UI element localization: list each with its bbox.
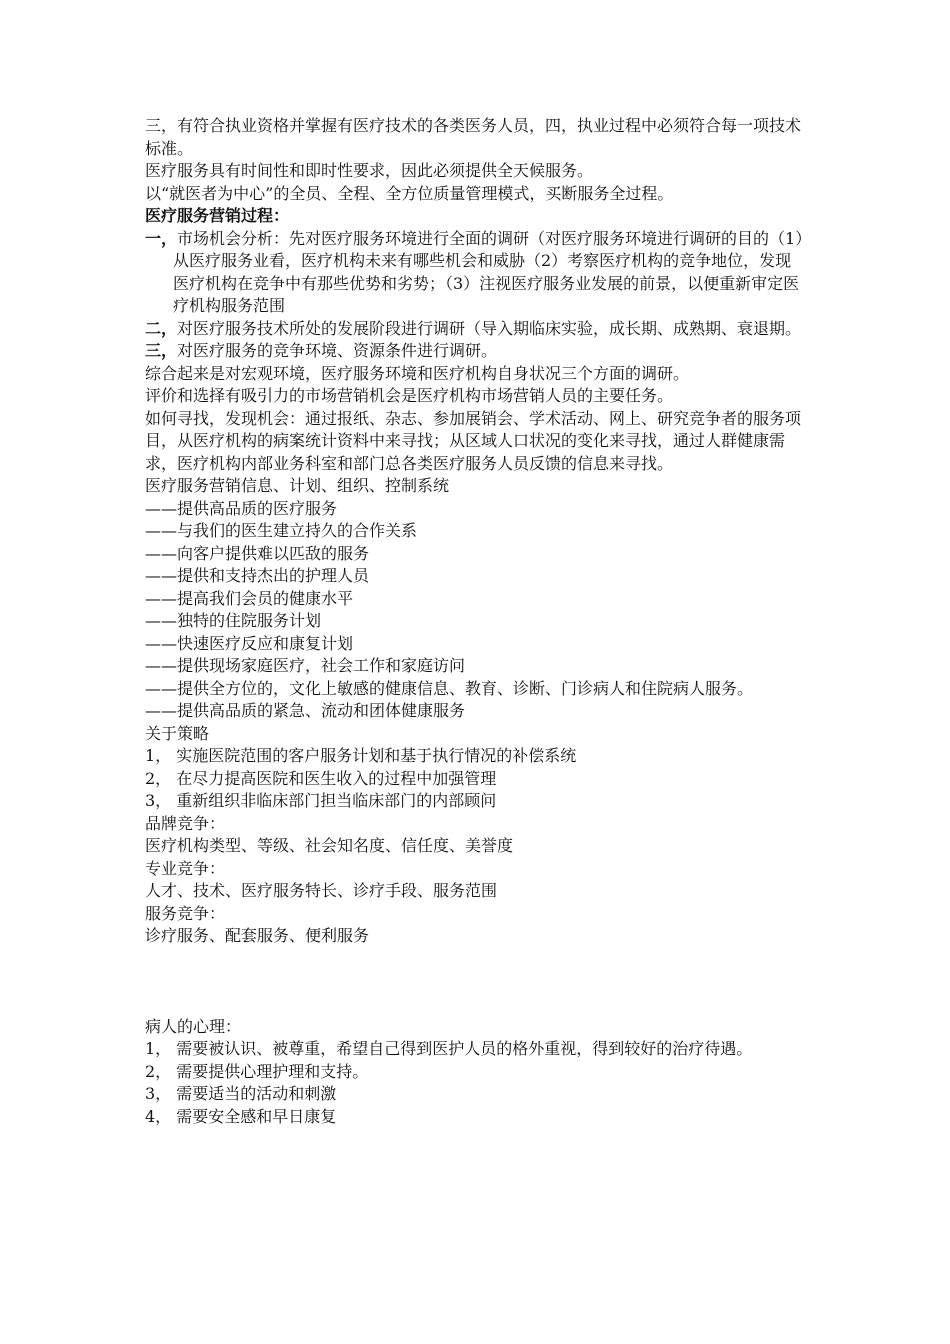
intro-paragraph: 医疗服务具有时间性和即时性要求，因此必须提供全天候服务。: [145, 161, 594, 180]
process-item-number: 二，: [145, 318, 178, 338]
dash-item: ——提供现场家庭医疗，社会工作和家庭访问: [145, 656, 466, 675]
strategy-item-text: 重新组织非临床部门担当临床部门的内部顾问: [176, 791, 497, 810]
psych-item-text: 需要被认识、被尊重，希望自己得到医护人员的格外重视，得到较好的治疗待遇。: [176, 1039, 753, 1058]
strategy-heading: 关于策略: [145, 723, 210, 743]
psych-item-text: 需要适当的活动和刺激: [176, 1084, 337, 1103]
strategy-item: [145, 745, 805, 768]
process-heading: 医疗服务营销过程：: [145, 206, 290, 225]
process-item-text: 对医疗服务的竞争环境、资源条件进行调研。: [177, 341, 498, 360]
process-item: [145, 228, 805, 318]
summary-paragraph: 医疗服务营销信息、计划、组织、控制系统: [145, 476, 450, 495]
strategy-item: [145, 768, 805, 791]
competition-text: 人才、技术、医疗服务特长、诊疗手段、服务范围: [145, 881, 498, 900]
psych-item-number: 4，: [145, 1106, 172, 1126]
dash-item: ——快速医疗反应和康复计划: [145, 633, 354, 653]
strategy-item: [145, 790, 805, 813]
competition-label: 服务竞争：: [145, 903, 226, 923]
dash-item: ——提供高品质的紧急、流动和团体健康服务: [145, 701, 466, 720]
dash-item: ——提高我们会员的健康水平: [145, 588, 354, 608]
psych-item-number: 1，: [145, 1039, 172, 1058]
strategy-item-number: 2，: [145, 768, 172, 788]
process-item-text: 对医疗服务技术所处的发展阶段进行调研（导入期临床实验，成长期、成熟期、衰退期。: [177, 318, 802, 338]
psych-item-text: 需要安全感和早日康复: [176, 1106, 337, 1126]
strategy-item-text: 在尽力提高医院和医生收入的过程中加强管理: [176, 768, 497, 788]
intro-paragraph: 以“就医者为中心”的全员、全程、全方位质量管理模式，买断服务全过程。: [145, 183, 674, 203]
strategy-item-text: 实施医院范围的客户服务计划和基于执行情况的补偿系统: [176, 746, 577, 765]
competition-text: 诊疗服务、配套服务、便利服务: [145, 926, 370, 945]
process-item: [145, 318, 805, 341]
psych-item-number: 2，: [145, 1061, 172, 1081]
process-item-number: 三，: [145, 341, 178, 360]
dash-item: ——独特的住院服务计划: [145, 611, 322, 630]
dash-item: ——提供和支持杰出的护理人员: [145, 566, 370, 585]
psych-item: [145, 1038, 805, 1061]
competition-label: 品牌竞争：: [145, 813, 226, 833]
summary-paragraph: 综合起来是对宏观环境，医疗服务环境和医疗机构自身状况三个方面的调研。: [145, 363, 690, 383]
intro-paragraph: 三，有符合执业资格并掌握有医疗技术的各类医务人员，四，执业过程中必须符合每一项技术标准。: [145, 116, 802, 158]
psych-item: [145, 1061, 805, 1084]
dash-item: ——向客户提供难以匹敌的服务: [145, 543, 370, 563]
process-item-number: 一，: [145, 228, 178, 248]
dash-item: ——提供全方位的，文化上敏感的健康信息、教育、诊断、门诊病人和住院病人服务。: [145, 678, 754, 698]
document-page: [145, 115, 805, 1128]
psych-item: [145, 1083, 805, 1106]
psych-item-number: 3，: [145, 1084, 172, 1103]
strategy-item-number: 3，: [145, 791, 172, 810]
blank-space: [145, 948, 805, 1016]
dash-item: ——提供高品质的医疗服务: [145, 498, 338, 518]
psych-item-text: 需要提供心理护理和支持。: [176, 1061, 369, 1081]
process-item-text: 市场机会分析：先对医疗服务环境进行全面的调研（对医疗服务环境进行调研的目的（1）从医疗服务业看，医疗机构未来有哪些机会和威胁（2）考察医疗机构的竞争地位，发现医疗机构在竞争中有那些优势和劣势；（3）注视医疗服务业发展的前景，以便重新审定医疗机构服务范围: [173, 228, 804, 315]
competition-label: 专业竞争：: [145, 858, 226, 878]
summary-paragraph: 评价和选择有吸引力的市场营销机会是医疗机构市场营销人员的主要任务。: [145, 386, 674, 405]
dash-item: ——与我们的医生建立持久的合作关系: [145, 521, 418, 540]
psych-heading: 病人的心理：: [145, 1016, 242, 1036]
summary-paragraph: 如何寻找，发现机会：通过报纸、杂志、参加展销会、学术活动、网上、研究竞争者的服务项目，从医疗机构的病案统计资料中来寻找；从区域人口状况的变化来寻找，通过人群健康需求，医疗机构内部业务科室和部门总各类医疗服务人员反馈的信息来寻找。: [145, 408, 802, 473]
competition-text: 医疗机构类型、等级、社会知名度、信任度、美誉度: [145, 836, 514, 855]
strategy-item-number: 1，: [145, 746, 172, 765]
process-item: [145, 340, 805, 363]
psych-item: [145, 1106, 805, 1129]
